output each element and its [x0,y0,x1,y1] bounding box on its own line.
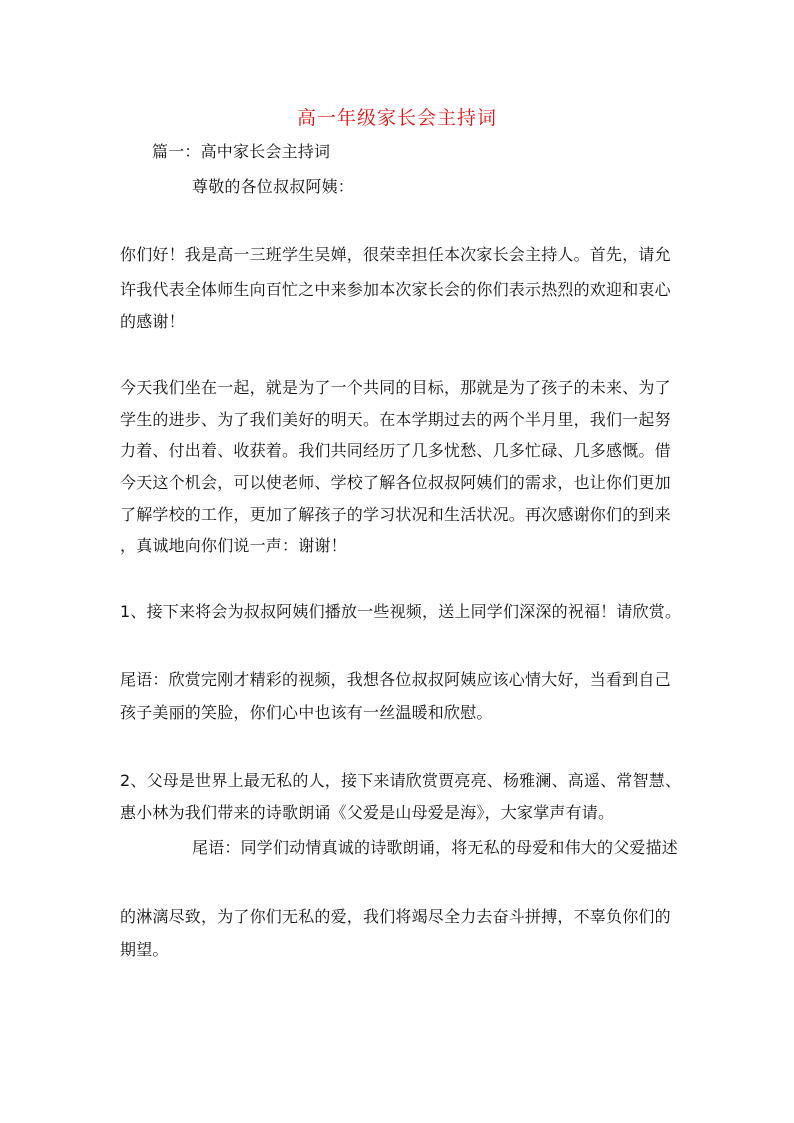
paragraph-line: 学生的进步、为了我们美好的明天。在本学期过去的两个半月里，我们一起努 [120,410,671,429]
paragraph-line: 尾语：欣赏完刚才精彩的视频，我想各位叔叔阿姨应该心情大好，当看到自己 [120,670,671,689]
paragraph-line: 孩子美丽的笑脸，你们心中也该有一丝温暖和欣慰。 [120,703,493,722]
paragraph-line: 今天我们坐在一起，就是为了一个共同的目标，那就是为了孩子的未来、为了 [120,378,671,397]
paragraph-line: 今天这个机会，可以使老师、学校了解各位叔叔阿姨们的需求，也让你们更加 [120,473,671,492]
paragraph-line: 期望。 [120,940,169,959]
paragraph-line: 尾语：同学们动情真诚的诗歌朗诵，将无私的母爱和伟大的父爱描述 [192,838,679,857]
paragraph-line: 1、接下来将会为叔叔阿姨们播放一些视频，送上同学们深深的祝福！请欣赏。 [120,602,682,621]
document-title: 高一年级家长会主持词 [296,107,497,129]
paragraph-line: 的淋漓尽致，为了你们无私的爱，我们将竭尽全力去奋斗拼搏，不辜负你们的 [120,907,671,926]
paragraph-line: 2、父母是世界上最无私的人，接下来请欣赏贾亮亮、杨雅澜、高遥、常智慧、 [120,771,682,790]
paragraph-line: 许我代表全体师生向百忙之中来参加本次家长会的你们表示热烈的欢迎和衷心 [120,280,671,299]
paragraph-line: 惠小林为我们带来的诗歌朗诵《父爱是山母爱是海》，大家掌声有请。 [120,803,615,822]
paragraph-line: 的感谢！ [120,312,185,331]
section-heading: 篇一：高中家长会主持词 [152,142,331,161]
paragraph-line: ，真诚地向你们说一声：谢谢！ [120,536,347,555]
paragraph-line: 力着、付出着、收获着。我们共同经历了几多忧愁、几多忙碌、几多感慨。借 [120,441,671,460]
paragraph-line: 你们好！我是高一三班学生吴婵，很荣幸担任本次家长会主持人。首先，请允 [120,245,671,264]
salutation: 尊敬的各位叔叔阿姨： [192,177,355,196]
paragraph-line: 了解学校的工作，更加了解孩子的学习状况和生活状况。再次感谢你们的到来 [120,505,671,524]
